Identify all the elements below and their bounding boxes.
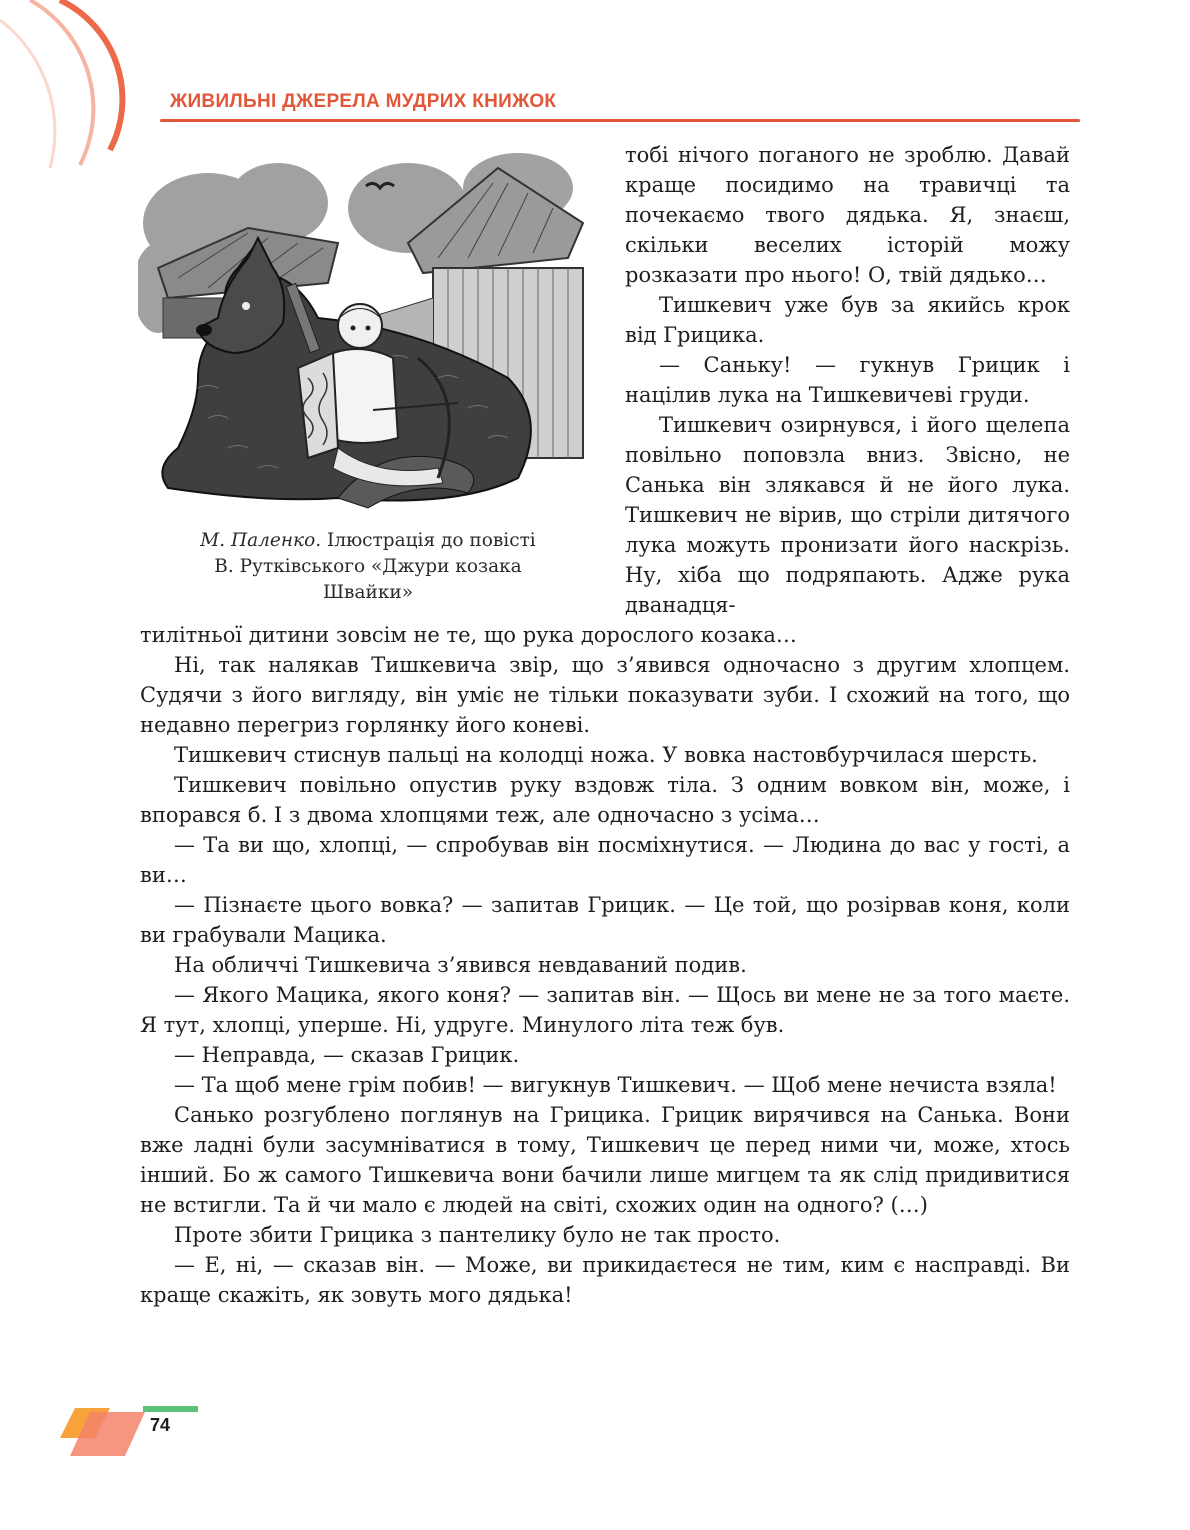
section-title: ЖИВИЛЬНІ ДЖЕРЕЛА МУДРИХ КНИЖОК xyxy=(170,91,557,112)
paragraph: На обличчі Тишкевича з’явився невдаваний подив. xyxy=(174,953,747,977)
paragraph: Проте збити Грицика з пантелику було не так просто. xyxy=(174,1223,781,1247)
paragraph: Санько розгублено поглянув на Грицика. Грицик вирячився на Санька. Вони вже ладні були засумніватися в тому, Тишкевич це перед ними чи, може, хтось інший. Бо ж самого Тишкевича вони бачили лише мигцем та як слід придивитися не встигли. Та й чи мало є людей на світі, схожих один на одного? (…) xyxy=(140,1103,1070,1217)
paragraph: Тишкевич озирнувся, і його щелепа повільно поповзла вниз. Звісно, не Санька він злякався й не його лука. Тишкевич не вірив, що стріли дитячого лука можуть пронизати його наскрізь. Ну, хіба що подряпають. Адже рука дванадця- xyxy=(625,413,1070,617)
page-number: 74 xyxy=(150,1415,171,1435)
paragraph: — Та ви що, хлопці, — спробував він посміхнутися. — Людина до вас у гості, а ви… xyxy=(140,833,1070,887)
paragraph: — Якого Мацика, якого коня? — запитав він. — Щось ви мене не за того маєте. Я тут, хлопці, уперше. Ні, удруге. Минулого літа теж був. xyxy=(140,983,1070,1037)
wolf-and-boy-archer-illustration xyxy=(138,148,598,518)
paragraph: Тишкевич стиснув пальці на колодці ножа. У вовка настовбурчилася шерсть. xyxy=(174,743,1038,767)
paragraph: Ні, так налякав Тишкевича звір, що з’явився одночасно з другим хлопцем. Судячи з його вигляду, він уміє не тільки показувати зуби. І схожий на того, що недавно перегриз горлянку його коневі. xyxy=(140,653,1070,737)
caption-line: Швайки» xyxy=(322,582,414,603)
paragraph: — Пізнаєте цього вовка? — запитав Грицик. — Це той, що розірвав коня, коли ви грабували Мацика. xyxy=(140,893,1070,947)
page-corner-decoration xyxy=(55,1398,205,1458)
text-column-full xyxy=(140,620,1070,1310)
paragraph: Тишкевич уже був за якийсь крок від Грицика. xyxy=(625,293,1070,347)
paragraph: тилітньої дитини зовсім не те, що рука дорослого козака… xyxy=(140,623,797,647)
header-divider xyxy=(160,119,1080,122)
paragraph: — Неправда, — сказав Грицик. xyxy=(174,1043,520,1067)
paragraph: Тишкевич повільно опустив руку вздовж тіла. З одним вовком він, може, і впорався б. І з двома хлопцями теж, але одночасно з усіма… xyxy=(140,773,1070,827)
paragraph: — Саньку! — гукнув Грицик і націлив лука на Тишкевичеві груди. xyxy=(625,353,1070,407)
caption-text: Ілюстрація до повісті xyxy=(321,530,536,551)
text-column-right xyxy=(625,140,1070,620)
caption-author: М. Паленко. xyxy=(200,530,322,551)
paragraph: — Та щоб мене грім побив! — вигукнув Тишкевич. — Щоб мене нечиста взяла! xyxy=(174,1073,1057,1097)
paragraph: — Е, ні, — сказав він. — Може, ви прикидаєтеся не тим, ким є насправді. Ви краще скажіть, як зовуть мого дядька! xyxy=(140,1253,1070,1307)
illustration-caption xyxy=(148,528,588,606)
paragraph: тобі нічого поганого не зроблю. Давай краще посидимо на травичці та почекаємо твого дядька. Я, знаєш, скільки веселих історій можу розказати про нього! О, твій дядько… xyxy=(625,143,1070,287)
caption-line: В. Рутківського «Джури козака xyxy=(214,556,522,577)
decorative-arcs xyxy=(0,0,200,170)
